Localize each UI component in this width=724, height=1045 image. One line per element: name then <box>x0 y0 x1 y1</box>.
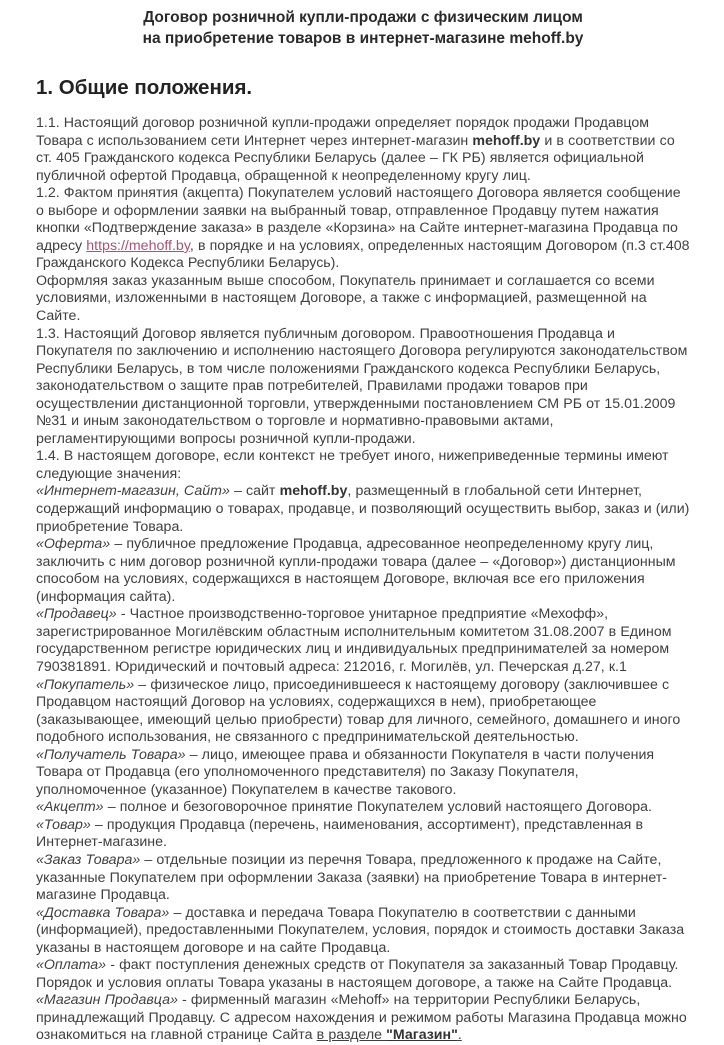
term-pokupatel: «Покупатель» <box>36 676 135 693</box>
text-run: 1.4. В настоящем договоре, если контекст не требует иного, нижеприведенные термины имеют следующие значения: <box>36 448 669 482</box>
text-run: 1.1. Настоящий договор розничной купли-продажи определяет порядок продажи Продавцом Товара с использованием сети Интернет через интернет-магазин <box>36 115 649 149</box>
store-section-link[interactable]: "Магазин" <box>386 1027 458 1044</box>
text-run: – лицо, имеющее права и обязанности Покупателя в части получения Товара от Продавца (его уполномоченного представителя) по Заказу Покупателя, уполномоченное (указанное) Покупателем в качестве такового. <box>36 746 655 798</box>
paragraph <box>36 677 690 747</box>
text-run: – отдельные позиции из перечня Товара, предложенного к продаже на Сайте, указанные Покупателем при оформлении Заказа (заявки) на приобретение Товара в интернет-магазине Продавца. <box>36 851 667 904</box>
document-title-line-2: на приобретение товаров в интернет-магазине mehoff.by <box>142 30 584 47</box>
text-run: – продукция Продавца (перечень, наименования, ассортимент), представленная в Интернет-магазине. <box>36 816 644 851</box>
term-prodavec: «Продавец» <box>36 606 117 623</box>
text-run: – физическое лицо, присоединившееся к настоящему договору (заключившее с Продавцом настоящий Договор на условиях, содержащихся в нем), приобретающее (заказывающее, имеющий целью приобрести) товар для личного, семейного, домашнего и иного подобного использования, не связанного с предпринимательской деятельностью. <box>36 676 681 746</box>
term-magazin-prodavca: «Магазин Продавца» <box>36 992 178 1009</box>
text-run: и в соответствии со ст. 405 Гражданского кодекса Республики Беларусь (далее – ГК РБ) является официальной публичной офертой Продавца, обращенной к неопределенному кругу лиц. <box>36 132 675 184</box>
paragraph <box>36 326 690 449</box>
shop-name-bold: mehoff.by <box>472 132 541 149</box>
text-run: - факт поступления денежных средств от Покупателя за заказанный Товар Продавцу. Порядок и условия оплаты Товара указаны в настоящем договоре, а также на Сайте Продавца. <box>36 957 679 991</box>
text-run: , размещенный в глобальной сети Интернет, содержащий информацию о товарах, продавце, и позволяющий осуществить выбор, заказ и (или) приобретение Товара. <box>36 483 690 535</box>
paragraph <box>36 992 690 1045</box>
document-title <box>36 7 690 49</box>
shop-name-bold: mehoff.by <box>279 483 348 500</box>
paragraph <box>36 185 690 273</box>
paragraph <box>36 747 690 800</box>
term-oferta: «Оферта» <box>36 536 111 553</box>
paragraph <box>36 817 690 852</box>
term-tovar: «Товар» <box>36 816 91 833</box>
text-run: - Частное производственно-торговое унитарное предприятие «Мехофф», зарегистрированное Могилёвским областным исполнительным комитетом 31.08.2007 в Едином государственном регистре юридических лиц и индивидуальных предпринимателей за номером 790381891. Юридический и почтовый адреса: 212016, г. Могилёв, ул. Печерская д.27, к.1 <box>36 606 672 675</box>
text-run: – сайт <box>229 483 280 500</box>
text-run: , в порядке и на условиях, определенных настоящим Договором (п.3 ст.408 Гражданского Кодекса Республики Беларусь). <box>36 237 690 272</box>
paragraph <box>36 852 690 905</box>
term-akcept: «Акцепт» <box>36 799 104 816</box>
paragraph <box>36 448 690 483</box>
term-zakaz-tovara: «Заказ Товара» <box>36 851 141 868</box>
text-run: – доставка и передача Товара Покупателю в соответствии с данными (информацией), предоставленными Покупателем, условия, порядок и стоимость доставки Заказа указаны в настоящем договоре и на сайте Продавца. <box>36 904 685 956</box>
mehoff-site-link[interactable]: https://mehoff.by <box>86 237 190 254</box>
text-run: – полное и безоговорочное принятие Покупателем условий настоящего Договора. <box>103 799 652 816</box>
paragraph <box>36 273 690 326</box>
store-section-link[interactable]: . <box>457 1027 462 1044</box>
term-oplata: «Оплата» <box>36 957 107 974</box>
paragraph <box>36 606 690 676</box>
paragraph <box>36 957 690 992</box>
text-run: 1.3. Настоящий Договор является публичным договором. Правоотношения Продавца и Покупателя по заключению и исполнению настоящего Договора регулируются законодательством Республики Беларусь, в том числе положениями Гражданского кодекса Республики Беларусь, законодательством о защите прав потребителей, Правилами продажи товаров при осуществлении дистанционной торговли, утвержденными постановлением СМ РБ от 15.01.2009 №31 и иным законодательством о торговле и нормативно-правовыми актами, регламентирующими вопросы розничной купли-продажи. <box>36 325 688 447</box>
text-run: - фирменный магазин «Mehoff» на территории Республики Беларусь, принадлежащий Продавцу. С адресом нахождения и режимом работы Магазина Продавца можно ознакомиться на главной странице Сайта <box>36 992 687 1044</box>
paragraph <box>36 799 690 817</box>
text-run: – публичное предложение Продавца, адресованное неопределенному кругу лиц, заключить с ним договор розничной купли-продажи товара (далее – «Договор») дистанционным способом на условиях, содержащихся в настоящем Договоре, включая все его приложения (информация сайта). <box>36 536 676 605</box>
term-internet-magazin: «Интернет-магазин, Сайт» <box>36 483 230 500</box>
paragraph <box>36 483 690 536</box>
term-dostavka-tovara: «Доставка Товара» <box>36 904 170 921</box>
paragraph <box>36 536 690 606</box>
document-title-line-1: Договор розничной купли-продажи с физическим лицом <box>143 9 583 26</box>
text-run: Оформляя заказ указанным выше способом, Покупатель принимает и соглашается со всеми условиями, изложенными в настоящем Договоре, а также с информацией, размещенной на Сайте. <box>36 272 655 325</box>
text-run: 1.2. Фактом принятия (акцепта) Покупателем условий настоящего Договора является сообщение о выборе и оформлении заявки на выбранный товар, отправленное Продавцу путем нажатия кнопки «Подтверждение заказа» в разделе «Корзина» на Сайте интернет-магазина Продавца по адресу <box>36 185 681 254</box>
paragraph <box>36 115 690 185</box>
section-heading: 1. Общие положения. <box>36 76 253 99</box>
term-poluchatel-tovara: «Получатель Товара» <box>36 746 186 763</box>
store-section-link[interactable]: в разделе <box>316 1027 387 1044</box>
contract-text <box>36 115 690 1045</box>
paragraph <box>36 905 690 958</box>
